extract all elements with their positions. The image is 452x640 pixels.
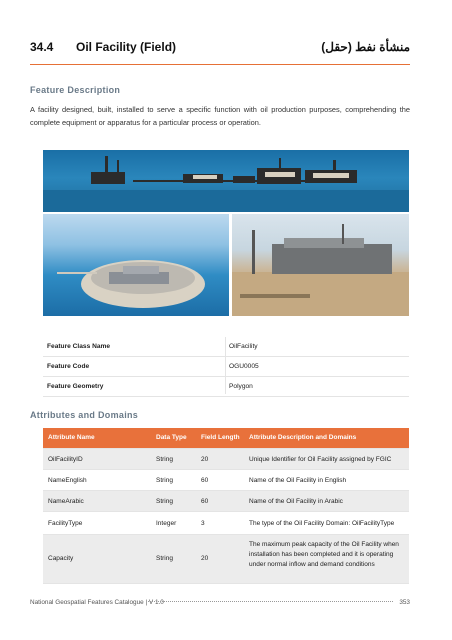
property-value: Polygon xyxy=(229,383,253,390)
property-value: OGU0005 xyxy=(229,363,259,370)
page-number: 353 xyxy=(399,599,410,606)
column-header: Attribute Description and Domains xyxy=(249,434,357,441)
table-row xyxy=(43,491,409,512)
feature-description-text: A facility designed, built, installed to serve a specific function with oil production purposes, comprehending the complete equipment or apparatus for a particular process or operation. xyxy=(30,105,410,127)
footer-catalogue: National Geospatial Features Catalogue xyxy=(30,599,144,606)
property-label: Feature Class Name xyxy=(47,343,111,350)
table-row xyxy=(43,512,409,535)
section-number: 34.4 xyxy=(30,40,54,54)
attributes-header-row xyxy=(43,428,409,449)
attribute-description: Name of the Oil Facility in Arabic xyxy=(249,498,343,505)
attribute-length: 3 xyxy=(201,520,205,527)
offshore-platform-photo xyxy=(43,150,409,212)
attribute-length: 20 xyxy=(201,456,209,463)
island-facility-photo xyxy=(43,214,229,316)
attribute-name: Capacity xyxy=(48,555,74,562)
footer-version: V 1.0 xyxy=(148,599,164,606)
attribute-type: String xyxy=(156,555,173,562)
property-label: Feature Code xyxy=(47,363,90,370)
feature-description-heading: Feature Description xyxy=(30,85,121,95)
attribute-length: 20 xyxy=(201,555,209,562)
attribute-type: String xyxy=(156,456,173,463)
attribute-length: 60 xyxy=(201,477,209,484)
attributes-table xyxy=(43,428,409,584)
column-header: Attribute Name xyxy=(48,434,95,441)
attribute-name: NameEnglish xyxy=(48,477,87,484)
property-label: Feature Geometry xyxy=(47,383,104,390)
table-row xyxy=(43,535,409,584)
attribute-type: String xyxy=(156,498,173,505)
section-title: Oil Facility (Field) xyxy=(76,40,177,54)
attribute-description: The maximum peak capacity of the Oil Facility when installation has been completed and it is operating under normal inflow and demand conditions xyxy=(249,541,399,568)
attribute-description: The type of the Oil Facility Domain: OilFacilityType xyxy=(249,520,395,527)
attributes-heading: Attributes and Domains xyxy=(30,410,139,420)
section-header xyxy=(30,40,410,58)
attribute-description: Name of the Oil Facility in English xyxy=(249,477,347,484)
attribute-name: OilFacilityID xyxy=(48,456,83,463)
column-header: Data Type xyxy=(156,434,187,441)
footer-leader-dots xyxy=(148,601,393,602)
attribute-type: String xyxy=(156,477,173,484)
attribute-length: 60 xyxy=(201,498,209,505)
table-row xyxy=(43,449,409,470)
attribute-type: Integer xyxy=(156,520,177,527)
feature-properties-table xyxy=(43,337,409,397)
attribute-name: FacilityType xyxy=(48,520,83,527)
attribute-name: NameArabic xyxy=(48,498,84,505)
property-row xyxy=(43,357,409,377)
desert-plant-photo xyxy=(232,214,409,316)
attribute-description: Unique Identifier for Oil Facility assigned by FGIC xyxy=(249,456,392,463)
header-divider xyxy=(30,64,410,65)
table-row xyxy=(43,470,409,491)
column-header: Field Length xyxy=(201,434,240,441)
page-footer xyxy=(30,599,410,606)
property-row xyxy=(43,377,409,397)
section-title-arabic: منشأة نفط (حقل) xyxy=(321,40,410,54)
property-row xyxy=(43,337,409,357)
property-value: OilFacility xyxy=(229,343,258,350)
footer-separator: | xyxy=(145,599,149,606)
